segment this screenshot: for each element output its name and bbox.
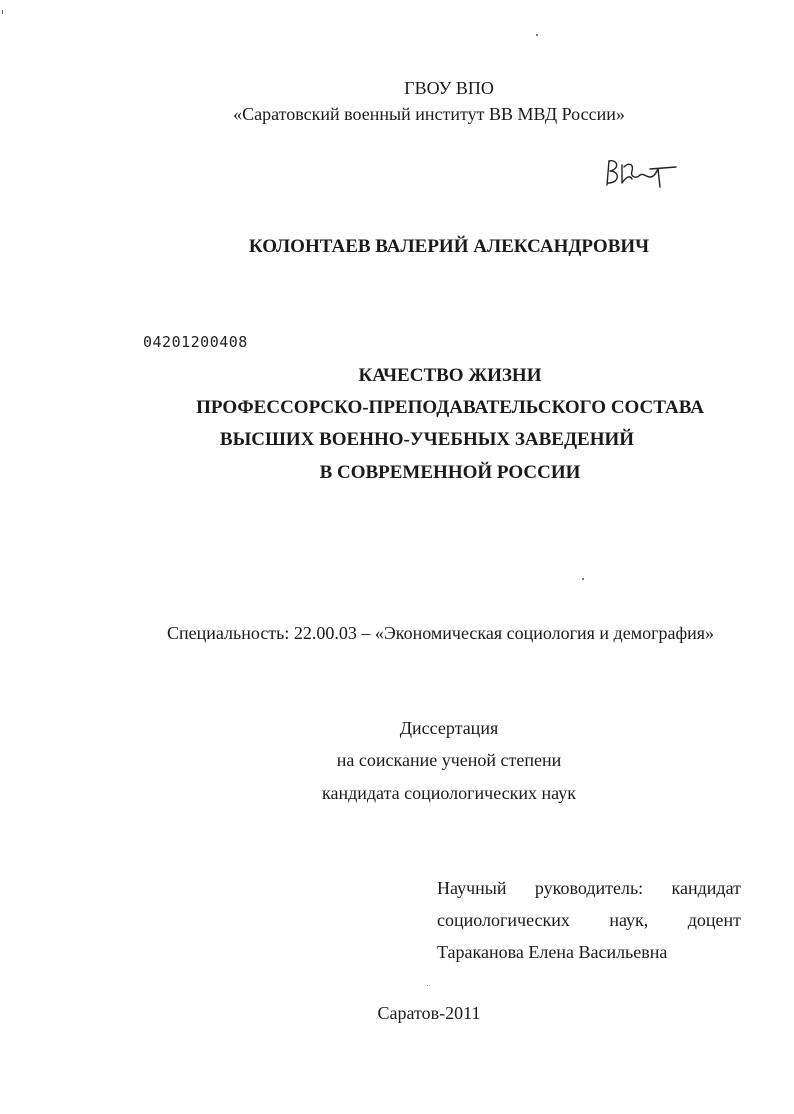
dissertation-title-line-2: ПРОФЕССОРСКО-ПРЕПОДАВАТЕЛЬСКОГО СОСТАВА: [196, 397, 704, 418]
scan-speck: [536, 34, 538, 36]
supervisor-line-2: [437, 904, 741, 936]
supervisor-word: руководитель:: [534, 878, 644, 898]
institution-abbreviation: ГВОУ ВПО: [404, 78, 494, 98]
supervisor-word: наук,: [609, 910, 649, 930]
scan-speck: [2, 10, 3, 14]
scientific-supervisor: [437, 872, 741, 968]
supervisor-word: кандидат: [671, 878, 741, 898]
dissertation-title-line-1: КАЧЕСТВО ЖИЗНИ: [358, 365, 542, 386]
institution-name: «Саратовский военный институт ВВ МВД России»: [233, 104, 625, 124]
dissertation-title-line-3: ВЫСШИХ ВОЕННО-УЧЕБНЫХ ЗАВЕДЕНИЙ: [219, 429, 635, 450]
scan-speck: [582, 578, 584, 580]
handwritten-signature-icon: [600, 155, 682, 191]
supervisor-line-1: [437, 872, 741, 904]
supervisor-word: Научный: [437, 878, 507, 898]
scan-speck: [427, 985, 428, 986]
degree-field: кандидата социологических наук: [322, 783, 576, 803]
supervisor-word: доцент: [687, 910, 741, 930]
author-name: КОЛОНТАЕВ ВАЛЕРИЙ АЛЕКСАНДРОВИЧ: [248, 236, 650, 257]
dissertation-title-line-4: В СОВРЕМЕННОЙ РОССИИ: [319, 462, 581, 483]
specialty-line: Специальность: 22.00.03 – «Экономическая социология и демография»: [167, 623, 715, 643]
degree-purpose: на соискание ученой степени: [336, 750, 562, 770]
degree-type: Диссертация: [399, 718, 499, 738]
registration-code: 04201200408: [143, 333, 248, 351]
supervisor-name: Тараканова Елена Васильевна: [437, 942, 668, 962]
supervisor-word: социологических: [437, 910, 570, 930]
city-year: Саратов-2011: [377, 1003, 481, 1023]
